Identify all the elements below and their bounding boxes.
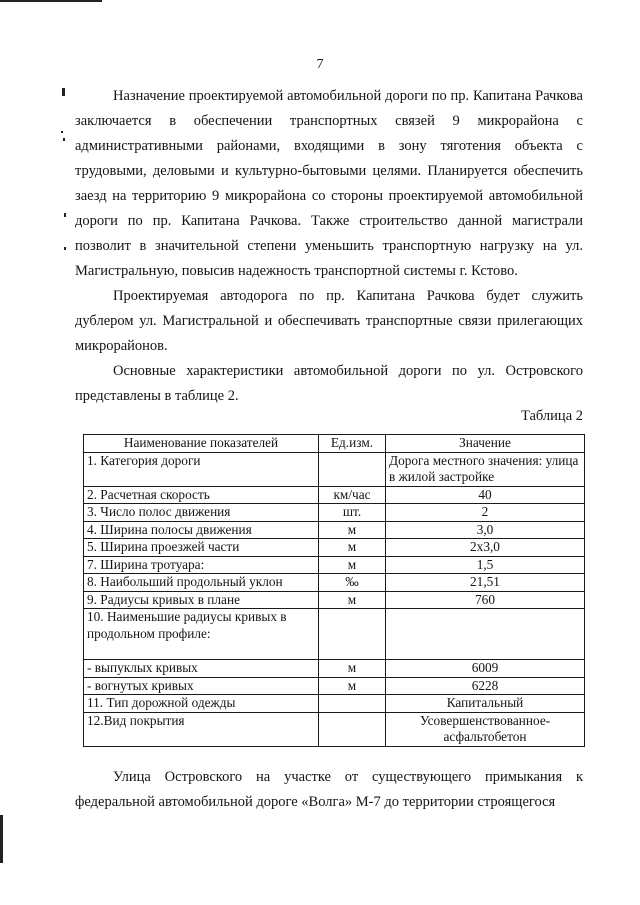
scan-top-line bbox=[0, 0, 102, 2]
table-caption: Таблица 2 bbox=[520, 408, 583, 424]
row-value: Усовершенствованное-асфальтобетон bbox=[386, 712, 585, 746]
row-name: 2. Расчетная скорость bbox=[84, 486, 319, 504]
row-name: 7. Ширина тротуара: bbox=[84, 556, 319, 574]
page-number: 7 bbox=[316, 57, 324, 72]
row-value: 1,5 bbox=[386, 556, 585, 574]
row-name: 11. Тип дорожной одежды bbox=[84, 695, 319, 713]
header-value: Значение bbox=[386, 435, 585, 453]
row-name: 10. Наименьшие радиусы кривых в продольном профиле: bbox=[84, 609, 319, 660]
header-name: Наименование показателей bbox=[84, 435, 319, 453]
row-unit: м bbox=[319, 521, 386, 539]
paragraph-text: Назначение проектируемой автомобильной дороги по пр. Капитана Рачкова заключается в обеспечении транспортных связей 9 микрорайона с административными районами, входящими в зону тяготения объекта с трудовыми, деловыми и культурно-бытовыми целями. Планируется обеспечить заезд на территорию 9 микрорайона со стороны проектируемой автомобильной дороги по пр. Капитана Рачкова. Также строительство данной магистрали позволит в значительной степени уменьшить транспортную нагрузку на ул. Магистральную, повысив надежность транспортной системы г. Кстово. bbox=[75, 88, 583, 279]
row-unit bbox=[319, 609, 386, 660]
paragraph-text: Основные характеристики автомобильной дороги по ул. Островского представлены в таблице 2. bbox=[75, 363, 583, 404]
paragraph-continuation bbox=[75, 765, 583, 815]
table-row bbox=[84, 556, 585, 574]
row-name: 4. Ширина полосы движения bbox=[84, 521, 319, 539]
paragraph-text: Улица Островского на участке от существующего примыкания к федеральной автомобильной дороге «Волга» М-7 до территории строящегося bbox=[75, 769, 583, 810]
row-name: - выпуклых кривых bbox=[84, 660, 319, 678]
row-unit: км/час bbox=[319, 486, 386, 504]
row-unit bbox=[319, 452, 386, 486]
scan-speck bbox=[62, 88, 65, 96]
table-row bbox=[84, 591, 585, 609]
row-value: 40 bbox=[386, 486, 585, 504]
row-value bbox=[386, 609, 585, 660]
row-unit: ‰ bbox=[319, 574, 386, 592]
row-value: 760 bbox=[386, 591, 585, 609]
row-unit: м bbox=[319, 591, 386, 609]
row-name: 8. Наибольший продольный уклон bbox=[84, 574, 319, 592]
table-row bbox=[84, 486, 585, 504]
row-unit: м bbox=[319, 660, 386, 678]
row-value: 2 bbox=[386, 504, 585, 522]
table-row bbox=[84, 609, 585, 660]
table-row bbox=[84, 539, 585, 557]
header-unit: Ед.изм. bbox=[319, 435, 386, 453]
row-unit: м bbox=[319, 539, 386, 557]
table-row bbox=[84, 677, 585, 695]
row-name: 9. Радиусы кривых в плане bbox=[84, 591, 319, 609]
table-row bbox=[84, 504, 585, 522]
paragraph-duplicate bbox=[75, 284, 583, 359]
table-header-row bbox=[84, 435, 585, 453]
row-value: 3,0 bbox=[386, 521, 585, 539]
row-name: 3. Число полос движения bbox=[84, 504, 319, 522]
row-unit bbox=[319, 695, 386, 713]
row-value: 6009 bbox=[386, 660, 585, 678]
row-unit: шт. bbox=[319, 504, 386, 522]
table-row bbox=[84, 695, 585, 713]
row-value: Дорога местного значения: улица в жилой застройке bbox=[386, 452, 585, 486]
row-unit: м bbox=[319, 556, 386, 574]
scan-speck bbox=[64, 247, 66, 250]
row-name: 1. Категория дороги bbox=[84, 452, 319, 486]
row-unit bbox=[319, 712, 386, 746]
row-value: 6228 bbox=[386, 677, 585, 695]
row-value: Капитальный bbox=[386, 695, 585, 713]
table-row bbox=[84, 574, 585, 592]
row-value: 2x3,0 bbox=[386, 539, 585, 557]
scan-speck bbox=[63, 138, 65, 141]
table-row bbox=[84, 521, 585, 539]
characteristics-table bbox=[83, 434, 585, 747]
table-row bbox=[84, 452, 585, 486]
scan-left-bar bbox=[0, 815, 3, 863]
paragraph-characteristics bbox=[75, 359, 583, 409]
table-row bbox=[84, 712, 585, 746]
row-unit: м bbox=[319, 677, 386, 695]
paragraph-purpose bbox=[75, 84, 583, 284]
row-name: 12.Вид покрытия bbox=[84, 712, 319, 746]
scan-speck bbox=[61, 131, 63, 133]
scan-speck bbox=[64, 213, 66, 217]
row-value: 21,51 bbox=[386, 574, 585, 592]
row-name: 5. Ширина проезжей части bbox=[84, 539, 319, 557]
table-row bbox=[84, 660, 585, 678]
paragraph-text: Проектируемая автодорога по пр. Капитана Рачкова будет служить дублером ул. Магистральной и обеспечивать транспортные связи прилегающих микрорайонов. bbox=[75, 288, 583, 354]
row-name: - вогнутых кривых bbox=[84, 677, 319, 695]
